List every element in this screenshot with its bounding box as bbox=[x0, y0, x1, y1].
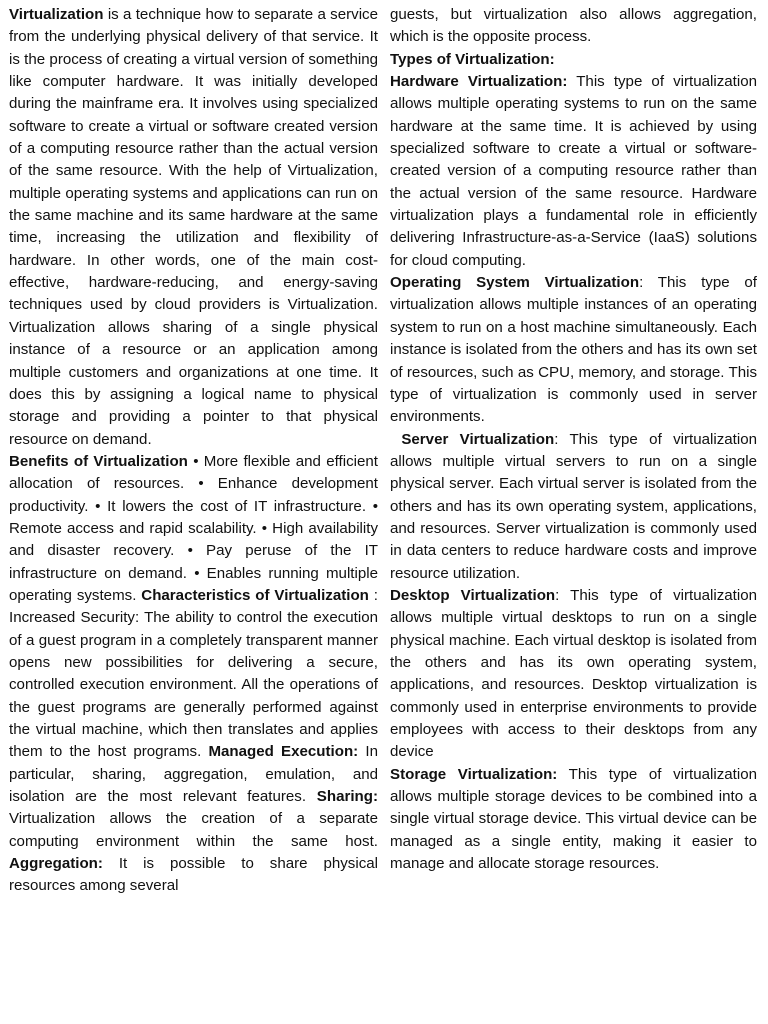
hardware-virtualization-heading: Hardware Virtualization: bbox=[390, 73, 568, 91]
intro-term: Virtualization bbox=[9, 6, 104, 23]
os-virtualization-paragraph bbox=[390, 272, 757, 428]
characteristics-heading: Characteristics of Virtualization bbox=[141, 586, 369, 604]
storage-virtualization-text: This type of virtualization allows multiple storage devices to be combined into a single virtual storage device. This virtual device can be managed as a single entity, making it easier to manage and allocate storage resources. bbox=[390, 765, 757, 873]
benefits-text: • More flexible and efficient allocation of resources. • Enhance development productivity. • It lowers the cost of IT infrastructure. • Remote access and rapid scalability. • High availability and disaster recovery. • Pay peruse of the IT infrastructure on demand. • Enables running multiple operating systems. bbox=[9, 452, 378, 604]
hardware-virtualization-text: This type of virtualization allows multiple operating systems to run on the same hardware at the same time. It is achieved by using specialized software to create a virtual or software-created version of a computing resource rather than the actual version of the same resource. Hardware virtualization plays a fundamental role in efficiently delivering Infrastructure-as-a-Service (IaaS) solutions for cloud computing. bbox=[390, 73, 757, 269]
os-virtualization-text: : This type of virtualization allows multiple instances of an operating system to run on a host machine simultaneously. Each instance is isolated from the others and has its own set of resources, such as CPU, memory, and storage. This type of virtualization is commonly used in server environments. bbox=[390, 274, 757, 426]
left-column bbox=[9, 4, 378, 1024]
hardware-virtualization-paragraph bbox=[390, 71, 757, 272]
benefits-paragraph bbox=[9, 451, 378, 898]
os-virtualization-heading: Operating System Virtualization bbox=[390, 274, 640, 292]
types-heading: Types of Virtualization: bbox=[390, 50, 555, 68]
server-virtualization-heading: Server Virtualization bbox=[401, 430, 555, 448]
desktop-virtualization-text: : This type of virtualization allows multiple virtual desktops to run on a single physical machine. Each virtual desktop is isolated from the others and has its own operating system, applications, and resources. Desktop virtualization is commonly used in enterprise environments to provide employees with access to their desktops from any device bbox=[390, 586, 757, 761]
managed-execution-heading: Managed Execution: bbox=[208, 743, 359, 761]
server-virtualization-text: : This type of virtualization allows multiple virtual servers to run on a single physical server. Each virtual server is isolated from the others and has its own operating system, applications, and resources. Server virtualization is commonly used in data centers to reduce hardware costs and improve resource utilization. bbox=[390, 430, 757, 582]
managed-execution-text: In particular, sharing, aggregation, emulation, and isolation are the most relevant features. bbox=[9, 743, 378, 806]
types-heading-paragraph bbox=[390, 49, 757, 71]
sharing-heading: Sharing: bbox=[316, 788, 378, 806]
characteristics-text: : Increased Security: The ability to control the execution of a guest program in a completely transparent manner opens new possibilities for delivering a secure, controlled execution environment. All the operations of the guest programs are generally performed against the virtual machine, which then translates and applies them to the host programs. bbox=[9, 586, 378, 761]
aggregation-text: It is possible to share physical resources among several bbox=[9, 855, 378, 895]
right-column bbox=[390, 4, 757, 1024]
sharing-text: Virtualization allows the creation of a separate computing environment within the same host. bbox=[9, 810, 378, 850]
benefits-heading: Benefits of Virtualization bbox=[9, 452, 188, 470]
desktop-virtualization-heading: Desktop Virtualization bbox=[390, 586, 556, 604]
aggregation-heading: Aggregation: bbox=[9, 855, 103, 873]
server-virtualization-paragraph bbox=[390, 429, 757, 585]
continuation-paragraph: guests, but virtualization also allows aggregation, which is the opposite process. bbox=[390, 6, 757, 46]
intro-paragraph bbox=[9, 4, 378, 451]
desktop-virtualization-paragraph bbox=[390, 585, 757, 764]
storage-virtualization-paragraph bbox=[390, 764, 757, 876]
intro-text: is a technique how to separate a service from the underlying physical delivery of that service. It is the process of creating a virtual version of something like computer hardware. It was initially developed during the mainframe era. It involves using specialized software to create a virtual or software created version of a computing resource rather than the actual version of the same resource. With the help of Virtualization, multiple operating systems and applications can run on the same machine and its same hardware at the same time, increasing the utilization and flexibility of hardware. In other words, one of the main cost-effective, hardware-reducing, and energy-saving techniques used by cloud providers is Virtualization. Virtualization allows sharing of a single physical instance of a resource or an application among multiple customers and organizations at one time. It does this by assigning a logical name to physical storage and providing a pointer to that physical resource on demand. bbox=[9, 6, 378, 448]
storage-virtualization-heading: Storage Virtualization: bbox=[390, 765, 558, 783]
